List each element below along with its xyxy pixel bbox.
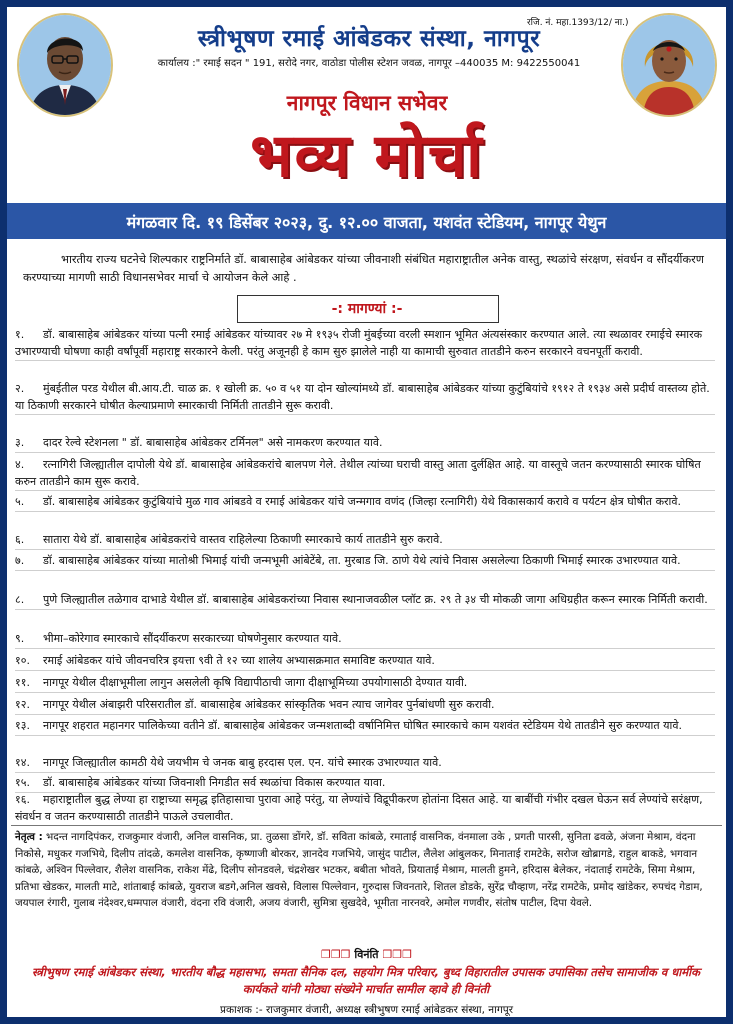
appeal-heading: विनंति: [354, 948, 379, 961]
demand-item: [15, 755, 715, 773]
demand-text: भीमा–कोरेगाव स्मारकाचे सौंदर्यीकरण सरकारच्या घोषणेनुसार करण्यात यावे.: [43, 632, 342, 645]
demand-number: ९.: [15, 632, 25, 645]
demand-text: महाराष्ट्रातील बुद्ध लेण्या हा राष्ट्राच्या समृद्ध इतिहासाचा पुरावा आहे परंतु, या लेण्यांचे विद्रूपीकरण होतांना दिसत आहे. या बाबींची गंभीर दखल घेऊन सर्व लेण्यांचे सरंक्षण, संवर्धन व जतन करण्यासाठी तातडीने पाऊले उचलावीत.: [15, 793, 703, 823]
demand-item: [15, 532, 715, 550]
demand-number: २.: [15, 382, 25, 395]
demand-number: ६.: [15, 533, 25, 546]
demand-number: ४.: [15, 458, 25, 471]
demand-number: ७.: [15, 554, 25, 567]
demand-number: १६.: [15, 793, 30, 806]
publisher-line: प्रकाशक :- राजकुमार वंजारी, अध्यक्ष स्त्रीभुषण रमाई आंबेडकर संस्था, नागपूर: [219, 1004, 514, 1016]
demand-item: [15, 327, 715, 361]
demand-number: १४.: [15, 756, 30, 769]
demand-text: नागपूर येथील दीक्षाभूमीला लागुन असलेली कृषि विद्यापीठाची जागा दीक्षाभूमिच्या उपयोगासाठी देण्यात यावी.: [43, 676, 468, 689]
demand-item: [15, 553, 715, 571]
intro-paragraph: भारतीय राज्य घटनेचे शिल्पकार राष्ट्रनिर्माते डॉ. बाबासाहेब आंबेडकर यांच्या जीवनाशी संबंधित महाराष्ट्रातील अनेक वास्तु, स्थळांचे संरक्षण, संवर्धन व सौंदर्यीकरण करण्याच्या मागणी साठी विधानसभेवर मार्चा चे आयोजन केले आहे .: [23, 253, 704, 284]
demand-text: डॉ. बाबासाहेब आंबेडकर यांच्या पत्नी रमाई आंबेडकर यांच्यावर २७ मे १९३५ रोजी मुंबईच्या वरली स्मशान भूमित अंत्यसंस्कार करण्यात आले. त्या स्थळावर रमाईचे स्मारक उभारण्याची घोषणा काही वर्षांपूर्वी महाराष्ट्र सरकारने केली. परंतु अजूनही हे काम सुरु झालेले नाही या कामाची सुरुवात तातडीने करुन सरकारने वचनपूर्ती करावी.: [15, 328, 703, 358]
demand-text: डॉ. बाबासाहेब आंबेडकर यांच्या जिवनाशी निगडीत सर्व स्थळांचा विकास करण्यात यावा.: [43, 776, 386, 789]
demand-text: डॉ. बाबासाहेब आंबेडकर कुटुंबियांचे मुळ गाव आंबडवे व रमाई आंबेडकर यांचे जन्मगाव वणंद (जिल्हा रत्नागिरी) येथे विकासकार्य करावे व पर्यटन क्षेत्र घोषीत करावे.: [43, 495, 681, 508]
demand-item: [15, 494, 715, 512]
demand-text: दादर रेल्वे स्टेशनला " डॉ. बाबासाहेब आंबेडकर टर्मिनल" असे नामकरण करण्यात यावे.: [43, 436, 383, 449]
demand-item: [15, 653, 715, 671]
demand-text: सातारा येथे डॉ. बाबासाहेब आंबेडकरांचे वास्तव राहिलेल्या ठिकाणी स्मारकाचे कार्य तातडीने सुरु करावे.: [43, 533, 443, 546]
portrait-right: [621, 13, 717, 117]
demand-item: [15, 792, 715, 825]
office-address: कार्यालय :" रमाई सदन " 191, सरोदे नगर, वाठोडा पोलीस स्टेशन जवळ, नागपूर –440035 M: 9422550041: [157, 58, 581, 69]
demand-item: [15, 457, 715, 491]
demand-number: १.: [15, 328, 25, 341]
leaders-names: भदन्त नागदिपंकर, राजकुमार वंजारी, अनिल वासनिक, प्रा. तुळसा डोंगरे, डॉ. सविता कांबळे, रमाताई वासनिक, वंनमाला उके , प्रगती पारसी, सुनिता ढवळे, अंजना मेश्राम, वंदना निकोसे, मधुकर गजभिये, दिलीप तांदळे, कमलेश वासनिक, कृष्णाजी बोरकर, ज्ञानदेव गजभिये, जासुंद पाटील, लैलेश आंबुलकर, मिनाताई रामटेके, सरोज खोब्रागडे, राहुल बाकडे, भगवान कांबळे, अश्विन पिल्लेवार, शैलेश वासनिक, राकेश मेंढे, दिलीप सोनडवले, चंद्रशेखर भटकर, बबीता भोवते, प्रियाताई मेश्राम, मालती हुमने, हरिदास बेलेकर, नंदाताई रामटेके, सिमा मेश्राम, प्रतिभा खेडकर, मालती माटे, शांताबाई कांबळे, युवराज बडगे,अनिल खवसे, विलास पिल्लेवान, गुरुदास जिवनतारे, शितल डोडके, सुरेंद्र चौव्हाण, नरेंद्र रामटेके, प्रमोद खांडेकर, रुपचंद गेडाम, जयपाल रंगारी, गुलाब नंदेश्वर,धम्मपाल वंजारी, वंदना रवि वंजारी, अजय वंजारी, सुमित्रा सुखदेवे, भूमीता नारनवरे, अमोल गणवीर, संतोष पाटील, दिपा येवले.: [15, 831, 703, 909]
event-main-title: भव्य मोर्चा: [250, 121, 484, 191]
demand-number: १२.: [15, 698, 30, 711]
demand-item: [15, 675, 715, 693]
organization-title: स्त्रीभूषण रमाई आंबेडकर संस्था, नागपूर: [197, 26, 541, 52]
demand-text: नागपूर येथील अंबाझरी परिसरातील डॉ. बाबासाहेब आंबेडकर सांस्कृतिक भवन त्याच जागेवर पुर्नबांधणी सुरु करावी.: [43, 698, 495, 711]
leaders-list: [15, 829, 717, 912]
demand-item: [15, 381, 715, 415]
demand-number: १५.: [15, 776, 30, 789]
demands-heading: -: मागण्यां :-: [331, 301, 403, 317]
demand-text: डॉ. बाबासाहेब आंबेडकर यांच्या मातोश्री भिमाई यांची जन्मभूमी आंबेटेंबे, ता. मुरबाड जि. ठाणे येथे त्यांचे निवास असलेल्या ठिकाणी भिमाई स्मारक उभारण्यात यावे.: [43, 554, 681, 567]
demand-text: नागपूर शहरात महानगर पालिकेच्या वतीने डॉ. बाबासाहेब आंबेडकर जन्मशताब्दी वर्षानिमित्त घोषित स्मारकाचे काम यशवंत स्टेडियम येथे तातडीने सुरु करण्यात यावे.: [43, 719, 682, 732]
leaders-label: नेतृत्व :: [15, 831, 43, 843]
appeal-text: स्त्रीभुषण रमाई आंबेडकर संस्था, भारतीय बौद्ध महासभा, समता सैनिक दल, सहयोग मित्र परिवार, बुध्द विहारातील उपासक उपासिका तसेच सामाजीक व धार्मीक कार्यकते यांनी मोठ्या संख्येने मार्चात सामील व्हावे ही विनंती: [32, 965, 700, 996]
demand-text: रमाई आंबेडकर यांचे जीवनचरित्र इयत्ता ९वी ते १२ च्या शालेय अभ्यासक्रमात समाविष्ट करण्यात यावे.: [43, 654, 435, 667]
demand-number: ३.: [15, 436, 25, 449]
demand-item: [15, 435, 715, 453]
demand-number: १३.: [15, 719, 30, 732]
demand-text: मुंबईतील परड येथील बी.आय.टी. चाळ क्र. १ खोली क्र. ५० व ५१ या दोन खोल्यांमध्ये डॉ. बाबासाहेब आंबेडकर यांच्या कुटुंबियांचे १९१२ ते १९३४ असे प्रदीर्घ वास्तव्य होते. या ठिकाणी सरकारने घोषीत केल्याप्रमाणे स्मारकाची निर्मिती तातडीने सुरू करावी.: [15, 382, 710, 412]
demand-text: पुणे जिल्ह्यातील तळेगाव दाभाडे येथील डॉ. बाबासाहेब आंबेडकरांच्या निवास स्थानाजवळील प्लॉट क्र. २९ ते ३४ ची मोकळी जागा अधिग्रहीत करून स्मारक निर्मिती करावी.: [43, 593, 708, 606]
demand-number: ५.: [15, 495, 25, 508]
demand-number: १०.: [15, 654, 30, 667]
event-subtitle: नागपूर विधान सभेवर: [286, 91, 448, 115]
demand-text: रत्नागिरी जिल्ह्यातील दापोली येथे डॉ. बाबासाहेब आंबेडकरांचे बालपण गेले. तेथील त्यांच्या घराची वास्तु आता दुर्लक्षित आहे. या वास्तूचे जतन करण्यासाठी स्मारक घोषित करुन तातडीने काम सुरू करावे.: [15, 458, 701, 488]
square-marks-icon: ❒❒❒: [320, 948, 351, 961]
appeal-heading-row: [7, 947, 726, 962]
demand-number: ८.: [15, 593, 25, 606]
demand-number: ११.: [15, 676, 30, 689]
demand-item: [15, 631, 715, 649]
portrait-left: [17, 13, 113, 117]
demand-item: [15, 592, 715, 610]
square-marks-icon: ❒❒❒: [382, 948, 413, 961]
registration-number: रजि. नं. महा.1393/12/ ना.): [527, 18, 629, 28]
demand-item: [15, 775, 715, 793]
date-line: मंगळवार दि. १९ डिसेंबर २०२३, दु. १२.०० वाजता, यशवंत स्टेडियम, नागपूर येथुन: [126, 213, 607, 232]
demand-item: [15, 697, 715, 715]
demand-text: नागपूर जिल्ह्यातील कामठी येथे जयभीम चे जनक बाबु हरदास एल. एन. यांचे स्मारक उभारण्यात यावे.: [43, 756, 442, 769]
poster-sheet: [7, 7, 726, 1017]
section-divider: [11, 825, 722, 826]
demand-item: [15, 718, 715, 736]
